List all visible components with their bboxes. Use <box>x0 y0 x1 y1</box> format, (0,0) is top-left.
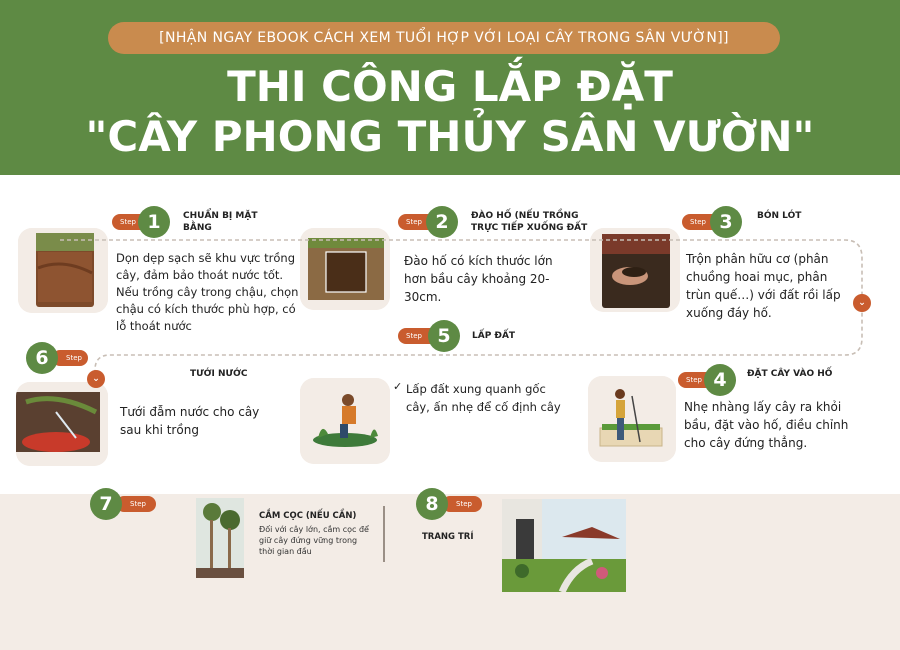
step-6-pill: Step <box>52 350 88 366</box>
step-2-title: ĐÀO HỐ (NẾU TRỒNG TRỰC TIẾP XUỐNG ĐẤT <box>471 211 588 233</box>
step-6-description: Tưới đẫm nước cho cây sau khi trồng <box>120 405 260 437</box>
step-1-description: Dọn dẹp sạch sẽ khu vực trồng cây, đảm bảo thoát nước tốt. Nếu trồng cây trong chậu, chọn chậu có kích thước phù hợp, có lỗ thoát nước <box>116 251 299 333</box>
step-7-title: CẮM CỌC (NẾU CẦN) <box>259 511 357 521</box>
step-2-pill: Step <box>398 214 438 230</box>
check-icon: ✓ <box>393 380 403 393</box>
ebook-promo-button[interactable]: [NHẬN NGAY EBOOK CÁCH XEM TUỔI HỢP VỚI LOẠI CÂY TRONG SÂN VƯỜN]] <box>108 22 780 54</box>
step-7-number: 7 <box>90 488 122 520</box>
step-2-number: 2 <box>426 206 458 238</box>
step-6-title: TƯỚI NƯỚC <box>190 369 248 379</box>
step-3-pill: Step <box>682 214 722 230</box>
step-2-description: Đào hố có kích thước lớn hơn bầu cây khoảng 20-30cm. <box>404 254 553 304</box>
step-3-number: 3 <box>710 206 742 238</box>
step-4-pill: Step <box>678 372 718 388</box>
page-title-line-1: THI CÔNG LẮP ĐẶT <box>227 62 673 111</box>
step-3-description: Trộn phân hữu cơ (phân chuồng hoai mục, phân trùn quế…) với đất rồi lấp xuống đáy hố. <box>686 252 841 320</box>
step-8-title: TRANG TRÍ <box>422 532 474 542</box>
step-3-title: BÓN LÓT <box>757 211 802 221</box>
chevron-double-down-icon: ⌄ <box>853 294 871 312</box>
step-1-pill: Step <box>112 214 152 230</box>
chevron-double-down-icon: ⌄ <box>87 370 105 388</box>
step-8-number: 8 <box>416 488 448 520</box>
step-5-number: 5 <box>428 320 460 352</box>
step-8-pill: Step <box>442 496 482 512</box>
step-7-description: Đối với cây lớn, cắm cọc để giữ cây đứng vững trong thời gian đầu <box>259 525 369 556</box>
step-7-pill: Step <box>116 496 156 512</box>
step-1-number: 1 <box>138 206 170 238</box>
step-4-title: ĐẶT CÂY VÀO HỐ <box>747 369 833 379</box>
step-5-title: LẤP ĐẤT <box>472 331 516 341</box>
step-6-number: 6 <box>26 342 58 374</box>
step-4-number: 4 <box>704 364 736 396</box>
step-5-pill: Step <box>398 328 438 344</box>
step-5-description: Lấp đất xung quanh gốc cây, ấn nhẹ để cố định cây <box>406 382 561 414</box>
step-4-description: Nhẹ nhàng lấy cây ra khỏi bầu, đặt vào hố, điều chỉnh cho cây đứng thẳng. <box>684 400 849 450</box>
step-1-title: CHUẨN BỊ MẶT BẰNG <box>183 211 258 233</box>
page-title-line-2: "CÂY PHONG THỦY SÂN VƯỜN" <box>85 112 815 161</box>
